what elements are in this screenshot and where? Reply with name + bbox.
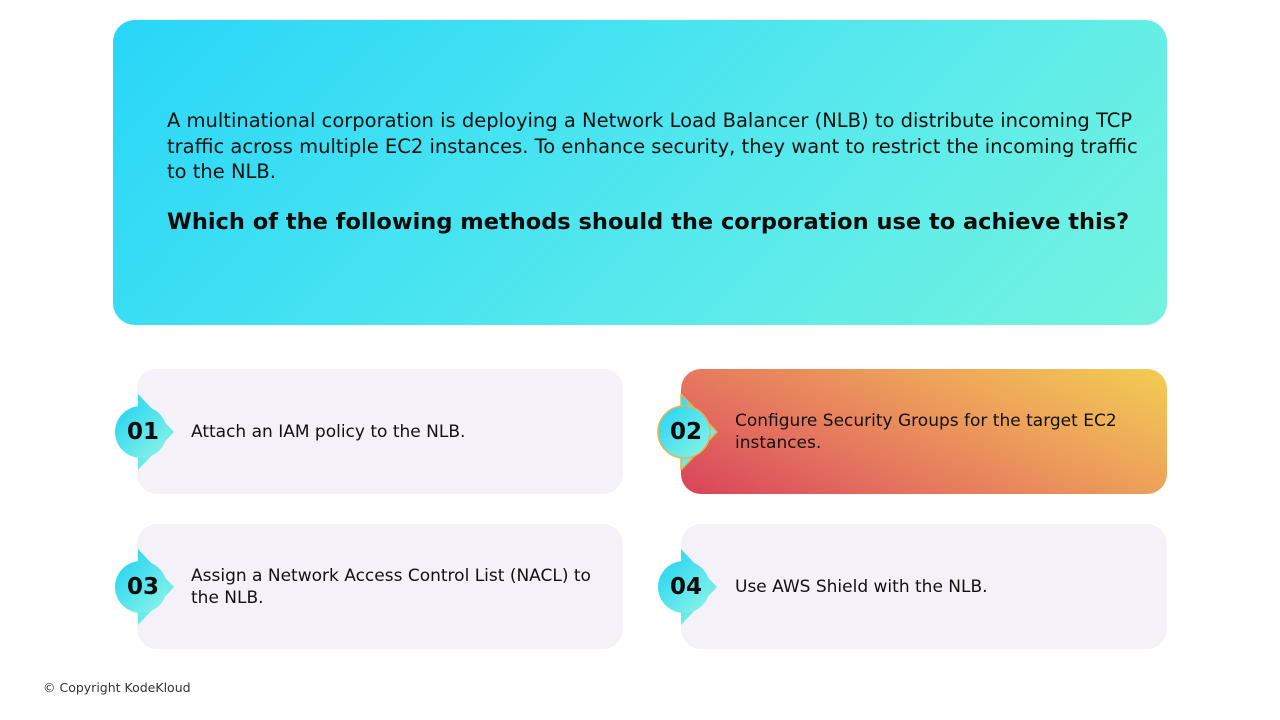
option-number: 04 (669, 574, 702, 600)
question-text: A multinational corporation is deploying a Network Load Balancer (NLB) to distribute incoming TCP traffic across multiple EC2 instances. To enhance security, they want to restrict the incoming traffic to the NLB. (167, 109, 1138, 183)
option-badge-04 (657, 549, 719, 625)
option-text: Attach an IAM policy to the NLB. (191, 421, 466, 442)
copyright-text: © Copyright KodeKloud (43, 680, 191, 695)
question-prompt: Which of the following methods should the corporation use to achieve this? (167, 209, 1130, 235)
option-badge-02 (657, 394, 719, 470)
option-number: 01 (126, 419, 159, 445)
option-text: Assign a Network Access Control List (NACL) to the NLB. (191, 565, 591, 608)
option-number: 03 (126, 574, 159, 600)
question-card (113, 20, 1167, 325)
option-text: Configure Security Groups for the target EC2 instances. (735, 410, 1117, 453)
option-badge-01 (114, 394, 176, 470)
option-card-02[interactable] (681, 369, 1167, 494)
option-text: Use AWS Shield with the NLB. (735, 576, 988, 597)
option-badge-03 (114, 549, 176, 625)
option-card-04[interactable] (681, 524, 1167, 649)
option-number: 02 (669, 419, 702, 445)
option-card-03[interactable] (137, 524, 623, 649)
option-card-01[interactable] (137, 369, 623, 494)
